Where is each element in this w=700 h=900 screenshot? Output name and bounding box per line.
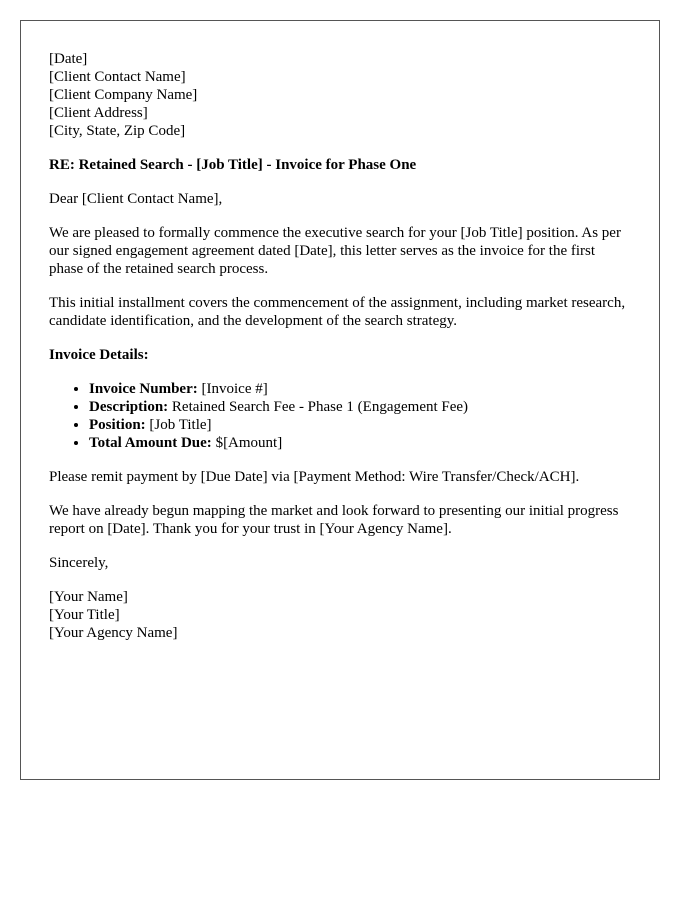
position-value: [Job Title] — [145, 417, 212, 433]
description-item — [89, 398, 631, 416]
letter-page — [20, 20, 660, 780]
recipient-address-block — [49, 50, 631, 140]
your-agency-name-line: [Your Agency Name] — [49, 625, 178, 641]
city-state-zip-line: [City, State, Zip Code] — [49, 123, 186, 139]
total-amount-item — [89, 434, 631, 452]
description-value: Retained Search Fee - Phase 1 (Engagement Fee) — [168, 399, 469, 415]
payment-instruction-paragraph: Please remit payment by [Due Date] via [Payment Method: Wire Transfer/Check/ACH]. — [49, 469, 580, 485]
invoice-number-value: [Invoice #] — [197, 381, 268, 397]
invoice-number-label: Invoice Number: — [89, 381, 198, 397]
subject-line: RE: Retained Search - [Job Title] - Invoice for Phase One — [49, 157, 417, 173]
client-contact-name-line: [Client Contact Name] — [49, 69, 186, 85]
description-label: Description: — [89, 399, 169, 415]
position-label: Position: — [89, 417, 146, 433]
salutation: Dear [Client Contact Name], — [49, 191, 223, 207]
position-item — [89, 416, 631, 434]
closing-salutation: Sincerely, — [49, 555, 109, 571]
closing-paragraph: We have already begun mapping the market and look forward to presenting our initial progress report on [Date]. Thank you for your trust in [Your Agency Name]. — [49, 503, 619, 537]
invoice-details-list — [49, 380, 631, 452]
total-amount-label: Total Amount Due: — [89, 435, 212, 451]
signature-block — [49, 588, 631, 642]
total-amount-value: $[Amount] — [211, 435, 283, 451]
client-company-name-line: [Client Company Name] — [49, 87, 198, 103]
invoice-details-heading: Invoice Details: — [49, 347, 149, 363]
your-name-line: [Your Name] — [49, 589, 128, 605]
invoice-number-item — [89, 380, 631, 398]
scope-paragraph: This initial installment covers the commencement of the assignment, including market research, candidate identification, and the development of the search strategy. — [49, 295, 626, 329]
intro-paragraph: We are pleased to formally commence the executive search for your [Job Title] position. As per our signed engagement agreement dated [Date], this letter serves as the invoice for the first phase of the retained search process. — [49, 225, 621, 277]
your-title-line: [Your Title] — [49, 607, 120, 623]
date-line: [Date] — [49, 51, 88, 67]
client-address-line: [Client Address] — [49, 105, 148, 121]
